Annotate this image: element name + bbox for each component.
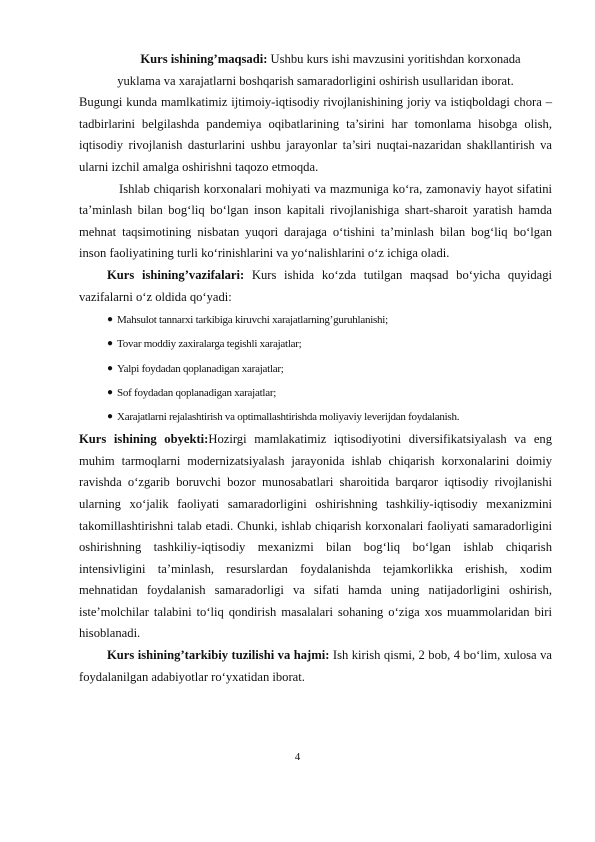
object-text: Hozirgi mamlakatimiz iqtisodiyotini diversifikatsiyalash va eng muhim tarmoqlarni modernizatsiyalash jarayonida ishlab chiqarish korxonalarini doimiy ravishda o‘zgarib boruvchi bozor munosabatlari sharoitida barqaror iqtisodiy rivojlanishi ularning xo‘jalik faoliyati samaradorligini oshirishning tashkiliy-iqtisodiy mexanizmini takomillashtirishni talab etadi. Chunki, ishlab chiqarish korxonalari faoliyati samaradorligini oshirishning tashkiliy-iqtisodiy mexanizmi bilan bog‘liq bo‘lgan ishlab chiqarish intensivligini ta’minlash, resurslardan foydalanishda tejamkorlikka erishish, xodim mehnatidan foydalanish samaradorligi va sifati hamda uning natijadorligini oshirish, iste’molchilar talabini to‘liq qondirish masalalari sohaning o‘ziga xos muammolaridan biri hisoblanadi.	[79, 432, 552, 641]
tasks-label: Kurs ishining’vazifalari:	[107, 267, 245, 282]
purpose-heading-line	[79, 49, 552, 71]
tasks-intro	[79, 265, 552, 308]
structure-text: Ish kirish qismi, 2 bob, 4 bo‘lim, xulosa va foydalanilgan adabiyotlar ro‘yxatidan iborat.	[79, 648, 552, 684]
purpose-paragraph-1: Bugungi kunda mamlkatimiz ijtimoiy-iqtisodiy rivojlanishining joriy va istiqboldagi chora – tadbirlarini belgilashda pandemiya oqibatlarining ta’sirini har tomonlama hisobga olish, iqtisodiy rivojlanish dasturlarini ushbu jarayonlar ta’siri nuqtai-nazaridan shakllantirish va ularni izchil amalga oshirishni taqozo etmoqda.	[79, 95, 552, 174]
list-item: ● Yalpi foydadan qoplanadigan xarajatlar;	[107, 357, 552, 381]
bullet-icon: ●	[107, 410, 113, 422]
bullet-icon: ●	[107, 362, 113, 374]
purpose-line1: Ushbu kurs ishi mavzusini yoritishdan korxonada	[267, 52, 521, 66]
document-page	[79, 49, 552, 688]
list-item: ● Tovar moddiy zaxiralarga tegishli xarajatlar;	[107, 332, 552, 356]
purpose-line2: yuklama va xarajatlarni boshqarish samaradorligini oshirish usullaridan iborat.	[117, 73, 514, 88]
bullet-icon: ●	[107, 386, 113, 398]
structure-label: Kurs ishining’tarkibiy tuzilishi va hajmi:	[107, 648, 330, 663]
list-item: ● Sof foydadan qoplanadigan xarajatlar;	[107, 381, 552, 405]
object-label: Kurs ishining obyekti:	[79, 432, 209, 447]
tasks-intro-text: Kurs ishida ko‘zda tutilgan maqsad bo‘yicha quyidagi vazifalarni o‘z oldida qo‘yadi:	[79, 267, 553, 304]
purpose-label: Kurs ishining’maqsadi:	[140, 52, 268, 66]
bullet-icon: ●	[107, 314, 113, 326]
purpose-paragraph-2: Ishlab chiqarish korxonalari mohiyati va mazmuniga ko‘ra, zamonaviy hayot sifatini ta’minlash bilan bog‘liq bo‘lgan inson kapitali rivojlanishiga shart-sharoit yaratish hamda mehnat taqsimotining nisbatan yuqori darajaga o‘tishini ta’minlash bilan bog‘liq bo‘lgan inson faoliyatining turli ko‘rinishlarini va yo‘nalishlarini o‘z ichiga oladi.	[79, 181, 552, 261]
bullet-icon: ●	[107, 338, 113, 350]
object-paragraph	[79, 429, 552, 645]
tasks-list	[79, 308, 552, 429]
structure-paragraph	[79, 645, 552, 688]
list-item: ● Mahsulot tannarxi tarkibiga kiruvchi xarajatlarning’guruhlanishi;	[107, 308, 552, 332]
page-number: 4	[294, 751, 301, 763]
list-item: ● Xarajatlarni rejalashtirish va optimallashtirishda moliyaviy leverijdan foydalanish.	[107, 405, 552, 429]
